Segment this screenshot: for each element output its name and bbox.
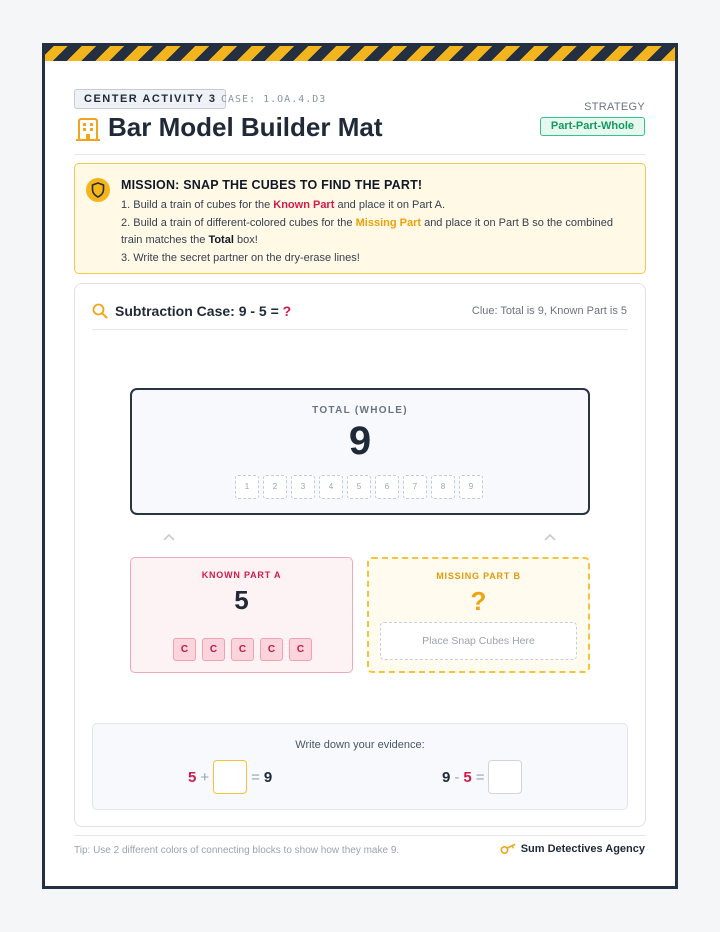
equation-addend: 5 bbox=[188, 768, 197, 786]
agency-name: Sum Detectives Agency bbox=[520, 843, 645, 855]
evidence-panel bbox=[92, 723, 628, 810]
equals-sign: = bbox=[475, 768, 485, 786]
total-value: 9 bbox=[348, 419, 372, 463]
strategy-badge: Part-Part-Whole bbox=[540, 117, 645, 136]
chevron-up-icon bbox=[543, 532, 557, 542]
footer-tip: Tip: Use 2 different colors of connecting blocks to show how they make 9. bbox=[74, 845, 400, 856]
known-part-cubes bbox=[173, 638, 312, 661]
missing-part-box bbox=[367, 557, 590, 673]
agency-credit bbox=[500, 843, 645, 855]
shield-icon bbox=[86, 178, 110, 202]
case-card bbox=[74, 283, 646, 827]
known-part-box bbox=[130, 557, 353, 673]
snap-cube[interactable]: C bbox=[173, 638, 196, 661]
equation-subtrahend: 5 bbox=[463, 768, 472, 786]
cube-slot[interactable]: 3 bbox=[291, 475, 315, 499]
cube-slot[interactable]: 2 bbox=[263, 475, 287, 499]
difference-answer-box[interactable] bbox=[488, 760, 522, 794]
equals-sign: = bbox=[251, 768, 260, 786]
mission-step-3: 3. Write the secret partner on the dry-erase lines! bbox=[121, 251, 360, 264]
mission-steps bbox=[121, 197, 633, 267]
snap-cube[interactable]: C bbox=[260, 638, 283, 661]
cube-slot[interactable]: 5 bbox=[347, 475, 371, 499]
missing-part-value: ? bbox=[470, 586, 487, 616]
minus-sign: - bbox=[454, 768, 460, 786]
mission-title: MISSION: SNAP THE CUBES TO FIND THE PART! bbox=[121, 178, 423, 192]
key-icon bbox=[500, 843, 516, 855]
cube-slot[interactable]: 4 bbox=[319, 475, 343, 499]
cube-slot[interactable]: 1 bbox=[235, 475, 259, 499]
cube-slot[interactable]: 7 bbox=[403, 475, 427, 499]
known-part-label: KNOWN PART A bbox=[201, 570, 282, 580]
mission-step-2: 2. Build a train of different-colored cubes for the Missing Part and place it on Part B so the combined train matches the Total box! bbox=[121, 216, 614, 246]
addition-equation bbox=[188, 760, 272, 794]
snap-cube[interactable]: C bbox=[289, 638, 312, 661]
equation-minuend: 9 bbox=[442, 768, 451, 786]
search-icon bbox=[92, 303, 108, 319]
cube-slot[interactable]: 9 bbox=[459, 475, 483, 499]
mission-panel bbox=[74, 163, 646, 274]
snap-cube[interactable]: C bbox=[202, 638, 225, 661]
known-part-value: 5 bbox=[234, 585, 249, 615]
strategy-label: STRATEGY bbox=[584, 101, 645, 113]
snap-cube[interactable]: C bbox=[231, 638, 254, 661]
cube-drop-zone[interactable]: Place Snap Cubes Here bbox=[380, 622, 577, 660]
missing-addend-answer-box[interactable] bbox=[213, 760, 247, 794]
plus-sign: + bbox=[200, 768, 210, 786]
case-clue: Clue: Total is 9, Known Part is 5 bbox=[471, 305, 627, 317]
total-slots bbox=[235, 475, 483, 499]
chevron-up-icon bbox=[162, 532, 176, 542]
activity-badge: CENTER ACTIVITY 3 bbox=[74, 89, 226, 109]
hazard-stripe bbox=[45, 46, 675, 61]
total-whole-box bbox=[130, 388, 590, 515]
case-divider bbox=[92, 329, 628, 330]
mission-step-1: 1. Build a train of cubes for the Known Part and place it on Part A. bbox=[121, 199, 446, 211]
building-icon bbox=[75, 116, 101, 142]
case-code: CASE: 1.OA.4.D3 bbox=[221, 94, 327, 105]
footer-divider bbox=[74, 835, 646, 836]
header-divider bbox=[74, 154, 646, 155]
equation-sum: 9 bbox=[263, 768, 273, 786]
missing-part-label: MISSING PART B bbox=[436, 571, 521, 581]
case-title: Subtraction Case: 9 - 5 = ? bbox=[115, 303, 292, 319]
subtraction-equation bbox=[442, 760, 522, 794]
activity-mat bbox=[42, 43, 678, 889]
total-label: TOTAL (WHOLE) bbox=[312, 405, 408, 416]
cube-slot[interactable]: 8 bbox=[431, 475, 455, 499]
cube-slot[interactable]: 6 bbox=[375, 475, 399, 499]
page-title: Bar Model Builder Mat bbox=[108, 112, 383, 142]
evidence-label: Write down your evidence: bbox=[295, 739, 425, 751]
